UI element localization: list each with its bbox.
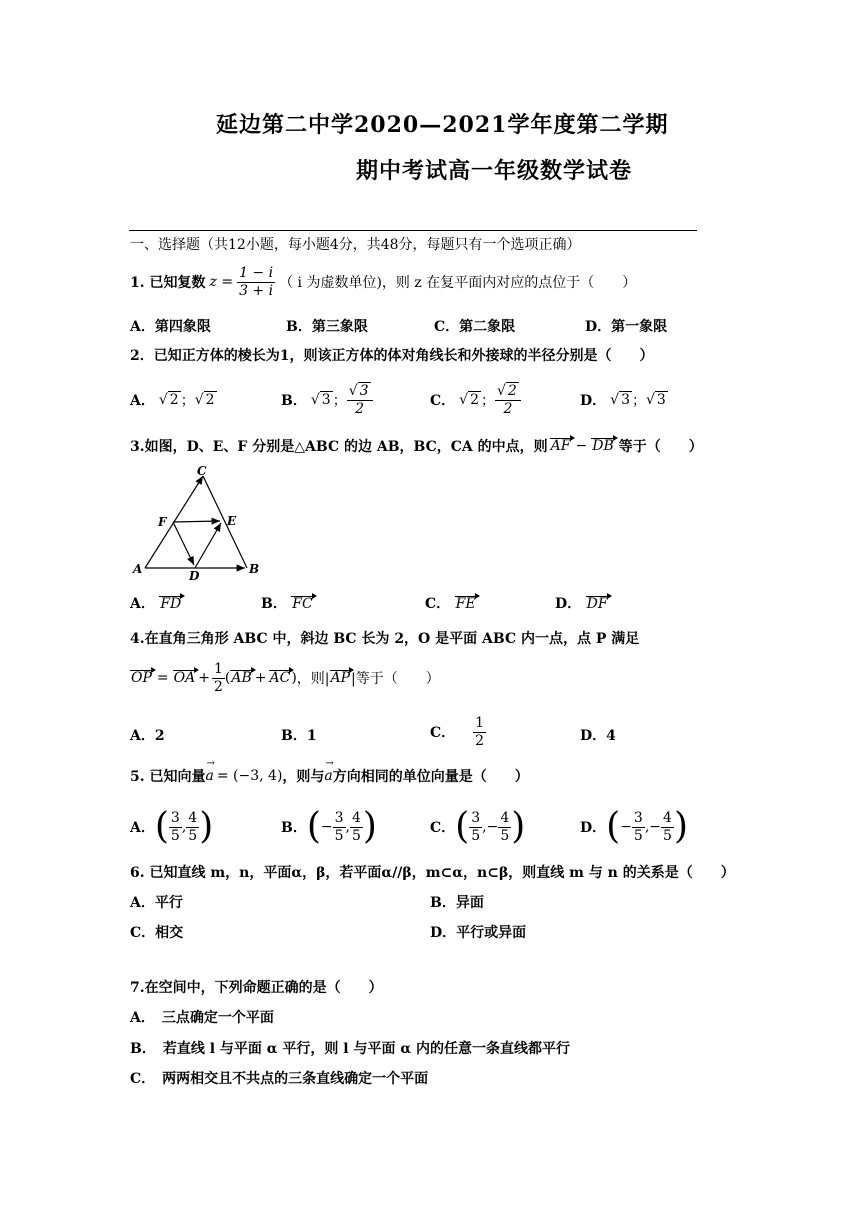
q2-b-rad1: 3 bbox=[321, 392, 331, 408]
q2-d-label: D． bbox=[580, 393, 607, 409]
q5-d-f2 bbox=[661, 810, 674, 845]
q4-vec-ap: AP bbox=[330, 669, 351, 686]
q3-option-d bbox=[555, 593, 609, 613]
q3-stem-prefix: 3.如图，D、E、F 分别是△ABC 的边 AB，BC，CA 的中点，则 bbox=[130, 439, 548, 455]
q5-a-rparen: ) bbox=[199, 806, 214, 847]
q2-a-rad2: 2 bbox=[205, 392, 215, 408]
header-divider bbox=[129, 230, 697, 231]
q3-minus: − bbox=[575, 438, 588, 454]
q2-d-rad1: 3 bbox=[621, 392, 630, 408]
triangle-figure bbox=[125, 462, 265, 584]
q4-eq-end: |等于（ ） bbox=[351, 671, 440, 687]
question-1 bbox=[130, 262, 636, 302]
q2-b-den: 2 bbox=[355, 400, 365, 417]
q2-c-sqrt1: √ 2 bbox=[459, 392, 479, 408]
edge-fd bbox=[173, 522, 194, 565]
q4-equation bbox=[130, 656, 440, 700]
q3-d-vec: DF bbox=[586, 596, 608, 612]
q3-a-label: A． bbox=[130, 596, 155, 612]
q4-half-num: 1 bbox=[213, 660, 223, 677]
q4-option-c bbox=[430, 710, 486, 754]
q5-a-label: A． bbox=[130, 820, 155, 836]
q4-vec-op: OP bbox=[131, 669, 152, 686]
q2-c-label: C． bbox=[430, 393, 456, 409]
q5-d-n2: 4 bbox=[663, 809, 672, 826]
q2-d-sqrt2: √ 3 bbox=[645, 392, 666, 408]
q2-b-num-rad: 3 bbox=[359, 382, 369, 399]
q4-vec-ac: AC bbox=[269, 669, 291, 686]
exam-title-line2: 期中考试高一年级数学试卷 bbox=[356, 158, 633, 184]
q5-option-c bbox=[430, 802, 525, 852]
q1-suffix: （ i 为虚数单位)，则 z 在复平面内对应的点位于（ ） bbox=[279, 275, 637, 291]
q5-option-a bbox=[130, 802, 213, 852]
question-2: 2．已知正方体的棱长为1，则该正方体的体对角线长和外接球的半径分别是（ ） bbox=[130, 348, 654, 364]
q2-a-sqrt2: √ 2 bbox=[194, 392, 215, 408]
q5-b-f1 bbox=[333, 810, 346, 845]
q5-d-label: D． bbox=[580, 820, 607, 836]
q3-vec-af: AF bbox=[550, 437, 571, 454]
q2-option-d bbox=[580, 378, 668, 422]
q3-stem-suffix: 等于（ ） bbox=[618, 439, 703, 455]
label-e: E bbox=[227, 514, 237, 528]
q5-vec-a: → a bbox=[205, 758, 215, 784]
q1-option-a: A．第四象限 bbox=[130, 319, 211, 335]
q5-a-lparen: ( bbox=[154, 806, 169, 847]
q1-frac-den: 3 + i bbox=[239, 282, 274, 299]
q2-option-a bbox=[130, 378, 217, 422]
q5-d-n1: 3 bbox=[633, 809, 643, 826]
q4-eq-tail: ，则| bbox=[296, 671, 330, 687]
q3-a-vec: FD bbox=[160, 596, 182, 612]
q4-half bbox=[212, 661, 225, 696]
q5-vec-a2: → a bbox=[324, 758, 334, 784]
q4-equals: = bbox=[156, 670, 169, 686]
q4-option-b: B．1 bbox=[281, 728, 317, 744]
q1-option-d: D．第一象限 bbox=[585, 319, 668, 335]
q5-c-f1 bbox=[469, 810, 482, 845]
q3-b-vec: FC bbox=[292, 596, 313, 612]
q4-c-label: C． bbox=[430, 725, 456, 741]
q3-option-a bbox=[130, 593, 182, 613]
q2-b-label: B． bbox=[281, 393, 307, 409]
q5-c-s2: − bbox=[486, 819, 499, 835]
q1-fraction bbox=[237, 265, 275, 300]
label-a: A bbox=[133, 562, 143, 576]
q5-a-d2: 5 bbox=[188, 827, 198, 844]
edge-cb bbox=[203, 476, 247, 568]
q5-b-rparen: ) bbox=[362, 806, 377, 847]
q5-a-n1: 3 bbox=[170, 809, 180, 826]
label-b: B bbox=[249, 562, 260, 576]
question-5 bbox=[130, 758, 529, 786]
label-f: F bbox=[158, 515, 167, 529]
q1-z-label: z = bbox=[209, 274, 234, 290]
label-c: C bbox=[197, 464, 207, 478]
q5-b-n1: 3 bbox=[334, 809, 344, 826]
q1-frac-num: 1 − i bbox=[239, 264, 274, 281]
q5-c-rparen: ) bbox=[511, 806, 526, 847]
q5-option-d bbox=[580, 802, 688, 852]
q5-c-n1: 3 bbox=[471, 809, 481, 826]
q5-eq: = (−3, 4) bbox=[216, 768, 283, 784]
q2-d-rad2: 3 bbox=[656, 392, 666, 408]
q4-plus2: + bbox=[254, 670, 267, 686]
q6-option-c: C．相交 bbox=[130, 925, 184, 941]
q5-d-d1: 5 bbox=[633, 827, 643, 844]
q5-d-comma: , bbox=[644, 819, 650, 835]
q5-c-d1: 5 bbox=[471, 827, 481, 844]
q5-d-f1 bbox=[632, 810, 645, 845]
q5-stem-mid: ，则与 bbox=[282, 769, 325, 785]
q4-c-num: 1 bbox=[475, 714, 485, 731]
q2-a-sqrt1: √ 2 bbox=[158, 392, 179, 408]
q4-plus: + bbox=[198, 670, 210, 686]
q2-b-num: √ 3 bbox=[347, 383, 373, 401]
q2-b-sqrt1: √ 3 bbox=[310, 392, 331, 408]
q5-stem-suffix: 方向相同的单位向量是（ ） bbox=[332, 769, 529, 785]
q5-a-comma: , bbox=[181, 819, 187, 835]
question-3 bbox=[130, 436, 703, 456]
q2-a-sep: ； bbox=[180, 393, 195, 409]
edge-fe bbox=[173, 521, 220, 522]
q4-c-den: 2 bbox=[475, 732, 485, 749]
q5-c-label: C． bbox=[430, 820, 456, 836]
q2-c-rad1: 2 bbox=[470, 392, 479, 408]
q7-option-b: B． 若直线 l 与平面 α 平行，则 l 与平面 α 内的任意一条直线都平行 bbox=[130, 1041, 571, 1057]
q6-option-d: D．平行或异面 bbox=[430, 925, 527, 941]
question-7: 7.在空间中，下列命题正确的是（ ） bbox=[130, 980, 383, 996]
q5-c-lparen: ( bbox=[455, 806, 470, 847]
q5-d-rparen: ) bbox=[673, 806, 688, 847]
q4-option-a: A．2 bbox=[130, 728, 165, 744]
q3-vec-db: DB bbox=[592, 437, 614, 454]
q3-option-c bbox=[425, 593, 477, 613]
q4-half-den: 2 bbox=[213, 678, 223, 695]
q4-lparen: ( bbox=[224, 670, 231, 686]
q5-b-f2 bbox=[350, 810, 363, 845]
q5-b-comma: , bbox=[345, 819, 350, 835]
q4-option-d: D．4 bbox=[580, 728, 616, 744]
q5-vec-a-letter: a bbox=[205, 768, 214, 784]
q3-c-label: C． bbox=[425, 596, 451, 612]
q5-c-d2: 5 bbox=[500, 827, 510, 844]
question-4: 4.在直角三角形 ABC 中，斜边 BC 长为 2，O 是平面 ABC 内一点，点 P 满足 bbox=[130, 631, 640, 647]
q2-b-frac bbox=[347, 383, 373, 418]
q2-b-sep: ； bbox=[332, 393, 347, 409]
q5-b-lparen: ( bbox=[306, 806, 321, 847]
q4-c-frac bbox=[473, 715, 486, 750]
exam-title-line1: 延边第二中学2020—2021学年度第二学期 bbox=[216, 112, 669, 138]
q3-c-vec: FE bbox=[455, 596, 476, 612]
q5-b-d1: 5 bbox=[334, 827, 344, 844]
q5-b-s1: − bbox=[320, 819, 333, 835]
section-heading: 一、选择题（共12小题，每小题4分，共48分，每题只有一个选项正确） bbox=[130, 237, 581, 253]
q7-option-c: C． 两两相交且不共点的三条直线确定一个平面 bbox=[130, 1071, 429, 1087]
q5-c-comma: , bbox=[482, 819, 487, 835]
q7-option-a: A． 三点确定一个平面 bbox=[130, 1010, 274, 1026]
q5-d-d2: 5 bbox=[663, 827, 672, 844]
q2-c-sep: ； bbox=[481, 393, 495, 409]
q5-a-d1: 5 bbox=[170, 827, 180, 844]
q5-b-n2: 4 bbox=[352, 809, 361, 826]
q4-vec-oa: OA bbox=[173, 669, 196, 686]
q2-c-den: 2 bbox=[503, 400, 513, 417]
q3-b-label: B． bbox=[261, 596, 287, 612]
q2-a-label: A． bbox=[130, 393, 155, 409]
q5-c-f2 bbox=[498, 810, 511, 845]
q3-option-b bbox=[261, 593, 314, 613]
q2-option-c bbox=[430, 376, 521, 424]
q1-prefix: 1. 已知复数 bbox=[130, 275, 206, 291]
q2-c-num-rad: 2 bbox=[507, 382, 517, 399]
q2-c-num: √ 2 bbox=[495, 383, 521, 401]
q1-option-b: B．第三象限 bbox=[286, 319, 368, 335]
q2-option-b bbox=[281, 376, 373, 424]
q6-option-b: B．异面 bbox=[430, 895, 484, 911]
q5-a-n2: 4 bbox=[188, 809, 198, 826]
question-6: 6. 已知直线 m，n，平面α，β，若平面α//β，m⊂α，n⊂β，则直线 m 与 n 的关系是（ ） bbox=[130, 865, 735, 881]
q5-option-b bbox=[281, 802, 377, 852]
q2-a-rad1: 2 bbox=[169, 392, 179, 408]
label-d: D bbox=[189, 569, 200, 583]
q5-a-f1 bbox=[169, 810, 182, 845]
q5-b-label: B． bbox=[281, 820, 307, 836]
q4-rparen: ) bbox=[291, 670, 297, 686]
q4-vec-ab: AB bbox=[231, 669, 252, 686]
q5-a-f2 bbox=[186, 810, 199, 845]
q5-d-lparen: ( bbox=[606, 806, 621, 847]
q5-b-d2: 5 bbox=[352, 827, 361, 844]
q2-d-sqrt1: √ 3 bbox=[610, 392, 630, 408]
q1-option-c: C．第二象限 bbox=[434, 319, 516, 335]
q3-d-label: D． bbox=[555, 596, 582, 612]
q5-stem-prefix: 5. 已知向量 bbox=[130, 769, 206, 785]
q6-option-a: A．平行 bbox=[130, 895, 183, 911]
edge-de bbox=[195, 523, 221, 568]
q5-d-s2: − bbox=[649, 819, 662, 835]
q5-c-n2: 4 bbox=[500, 809, 510, 826]
q2-c-frac bbox=[495, 383, 521, 418]
q5-vec-a2-letter: a bbox=[324, 768, 333, 784]
q5-d-s1: − bbox=[620, 819, 632, 835]
q2-d-sep: ； bbox=[631, 393, 646, 409]
